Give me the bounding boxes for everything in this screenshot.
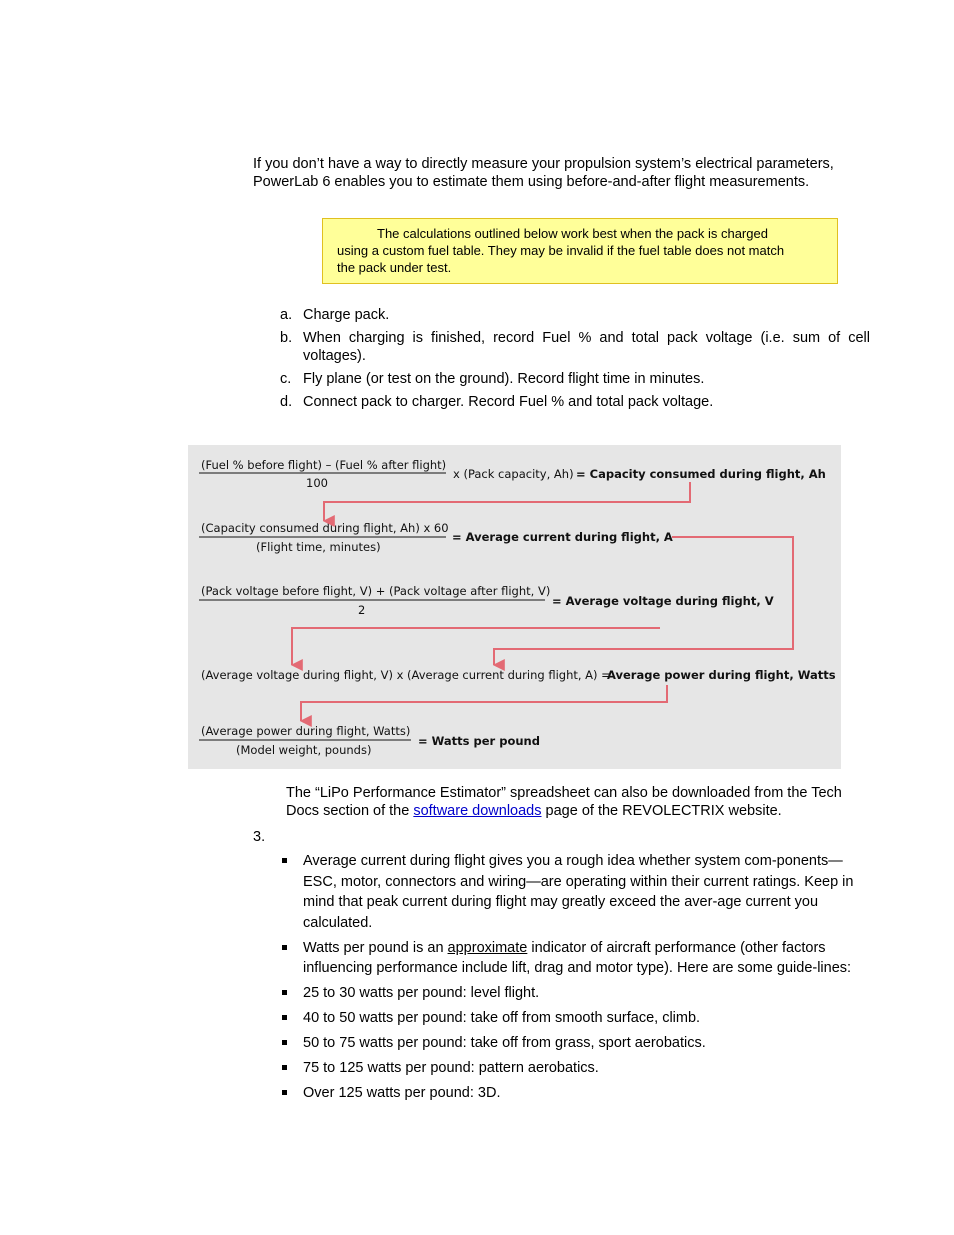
bullet-text: Average current during flight gives you a rough idea whether system com-ponents—ESC, motor, connectors and wiring—are operating within their current ratings. Keep in mind that peak current during flight may greatly exceed the aver-age current you calculated. (303, 853, 854, 931)
note-line-2: using a custom fuel table. They may be invalid if the fuel table does not match (337, 243, 785, 258)
step-text: Charge pack. (303, 307, 390, 323)
bullet-text: 40 to 50 watts per pound: take off from smooth surface, climb. (303, 1010, 701, 1026)
bullet-item (280, 1083, 870, 1104)
item-number-3: 3. (253, 829, 266, 845)
eq3-denominator: 2 (358, 603, 366, 617)
step-marker: d. (280, 394, 293, 410)
bullet-square-icon (282, 1065, 287, 1070)
note-line-3: the pack under test. (337, 260, 452, 275)
bullet-item (280, 983, 870, 1004)
bullet-text: 25 to 30 watts per pound: level flight. (303, 985, 540, 1001)
download-paragraph (286, 784, 876, 820)
eq3-result: = Average voltage during flight, V (552, 594, 774, 608)
eq1-numerator: (Fuel % before flight) – (Fuel % after flight) (201, 458, 447, 472)
bullet-square-icon (282, 1015, 287, 1020)
step-a (270, 306, 870, 324)
bullet-item (280, 1058, 870, 1079)
bullet-item (280, 1033, 870, 1054)
bullet-square-icon (282, 858, 287, 863)
software-downloads-link[interactable]: software downloads (413, 803, 542, 819)
arrow-power-to-watts (301, 685, 667, 721)
calculation-diagram-svg (188, 445, 841, 769)
note-box (322, 218, 838, 284)
bullet-text: Over 125 watts per pound: 3D. (303, 1085, 501, 1101)
eq4-result: Average power during flight, Watts (607, 668, 836, 682)
step-marker: c. (280, 371, 292, 387)
intro-paragraph: If you don’t have a way to directly measure your propulsion system’s electrical parameters, PowerLab 6 enables you to estimate them using before-and-after flight measurements. (253, 156, 834, 190)
step-text: When charging is finished, record Fuel % and total pack voltage (i.e. sum of cell voltages). (303, 330, 870, 364)
eq2-result: = Average current during flight, A (452, 530, 673, 544)
bullet-square-icon (282, 1040, 287, 1045)
download-text-1: The “LiPo Performance Estimator” spreadsheet can also be downloaded from the Tech Docs section of the (286, 785, 842, 819)
eq4-expression: (Average voltage during flight, V) x (Average current during flight, A) = (201, 668, 611, 682)
arrow-capacity-to-current (324, 482, 690, 521)
eq5-denominator: (Model weight, pounds) (236, 743, 372, 757)
calculation-diagram (188, 445, 841, 769)
bullet-text-post: indicator of aircraft performance (other factors influencing performance include lift, drag and motor type). Here are some guide-lines: (303, 939, 852, 976)
arrow-voltage-to-power (292, 627, 659, 665)
steps-list (270, 306, 870, 416)
eq2-denominator: (Flight time, minutes) (256, 540, 381, 554)
bullet-text-pre: Watts per pound is an (303, 939, 448, 956)
eq5-numerator: (Average power during flight, Watts) (201, 724, 411, 738)
eq3-numerator: (Pack voltage before flight, V) + (Pack voltage after flight, V) (201, 584, 551, 598)
step-text: Connect pack to charger. Record Fuel % and total pack voltage. (303, 394, 714, 410)
eq5-result: = Watts per pound (418, 734, 540, 748)
bullet-square-icon (282, 1090, 287, 1095)
bullet-underlined-word: approximate (447, 939, 528, 956)
bullet-item (280, 851, 870, 933)
eq1-result: = Capacity consumed during flight, Ah (576, 467, 826, 481)
bullet-text: 75 to 125 watts per pound: pattern aerobatics. (303, 1060, 599, 1076)
step-marker: b. (280, 330, 293, 346)
bullet-text: 50 to 75 watts per pound: take off from grass, sport aerobatics. (303, 1035, 706, 1051)
eq2-numerator: (Capacity consumed during flight, Ah) x 60 (201, 521, 449, 535)
eq1-multiplier: x (Pack capacity, Ah) (453, 467, 574, 481)
eq1-denominator: 100 (306, 476, 328, 490)
note-line-1: The calculations outlined below work best when the pack is charged (377, 226, 768, 241)
bullet-item (280, 1008, 870, 1029)
step-text: Fly plane (or test on the ground). Record flight time in minutes. (303, 371, 705, 387)
download-text-2: page of the REVOLECTRIX website. (541, 803, 782, 819)
step-b (270, 329, 870, 365)
step-d (270, 393, 870, 411)
step-marker: a. (280, 307, 293, 323)
bullet-square-icon (282, 945, 287, 950)
step-c (270, 370, 870, 388)
bullet-square-icon (282, 990, 287, 995)
bullet-list (280, 851, 870, 1108)
bullet-item (280, 938, 870, 979)
